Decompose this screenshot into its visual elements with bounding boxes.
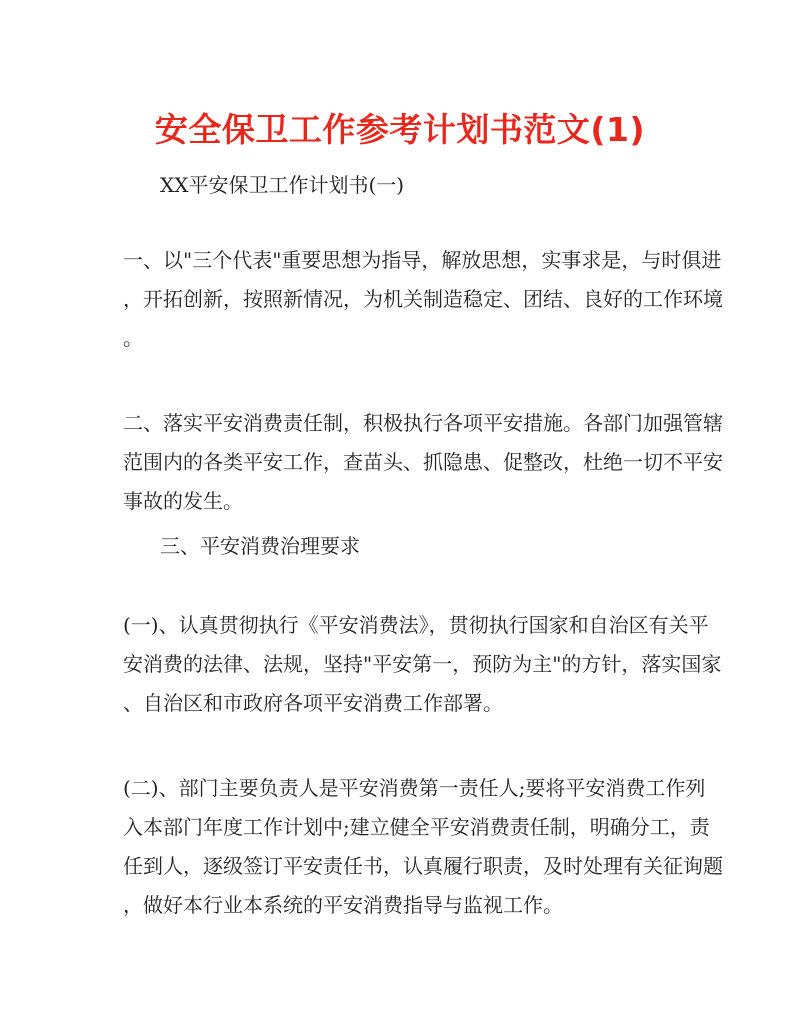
paragraph-line: 事故的发生。 <box>123 489 243 513</box>
paragraph-3 <box>123 606 722 723</box>
page-title: 安全保卫工作参考计划书范文(1) <box>154 110 646 149</box>
paragraph-line: 一、以"三个代表"重要思想为指导，解放思想，实事求是，与时俱进 <box>123 248 722 272</box>
paragraph-line: 二、落实平安消费责任制，积极执行各项平安措施。各部门加强管辖 <box>123 411 723 435</box>
paragraph-line: 范围内的各类平安工作，查苗头、抓隐患、促整改，杜绝一切不平安 <box>123 450 723 474</box>
paragraph-2 <box>123 404 723 521</box>
paragraph-line: ，做好本行业本系统的平安消费指导与监视工作。 <box>123 893 563 917</box>
document-subheading: XX平安保卫工作计划书(一) <box>160 173 405 197</box>
section-heading: 三、平安消费治理要求 <box>160 534 360 558</box>
paragraph-line: (一)、认真贯彻执行《平安消费法》，贯彻执行国家和自治区有关平 <box>123 613 709 637</box>
paragraph-line: 入本部门年度工作计划中;建立健全平安消费责任制，明确分工，责 <box>123 815 710 839</box>
paragraph-line: (二)、部门主要负责人是平安消费第一责任人;要将平安消费工作列 <box>123 776 706 800</box>
paragraph-4 <box>123 769 723 925</box>
paragraph-line: 安消费的法律、法规，坚持"平安第一，预防为主"的方针，落实国家 <box>123 652 722 676</box>
paragraph-1 <box>123 241 723 358</box>
paragraph-line: 任到人，逐级签订平安责任书，认真履行职责，及时处理有关征询题 <box>123 854 723 878</box>
paragraph-line: 。 <box>123 326 143 350</box>
paragraph-line: ，开拓创新，按照新情况，为机关制造稳定、团结、良好的工作环境 <box>123 287 723 311</box>
paragraph-line: 、自治区和市政府各项平安消费工作部署。 <box>123 691 503 715</box>
